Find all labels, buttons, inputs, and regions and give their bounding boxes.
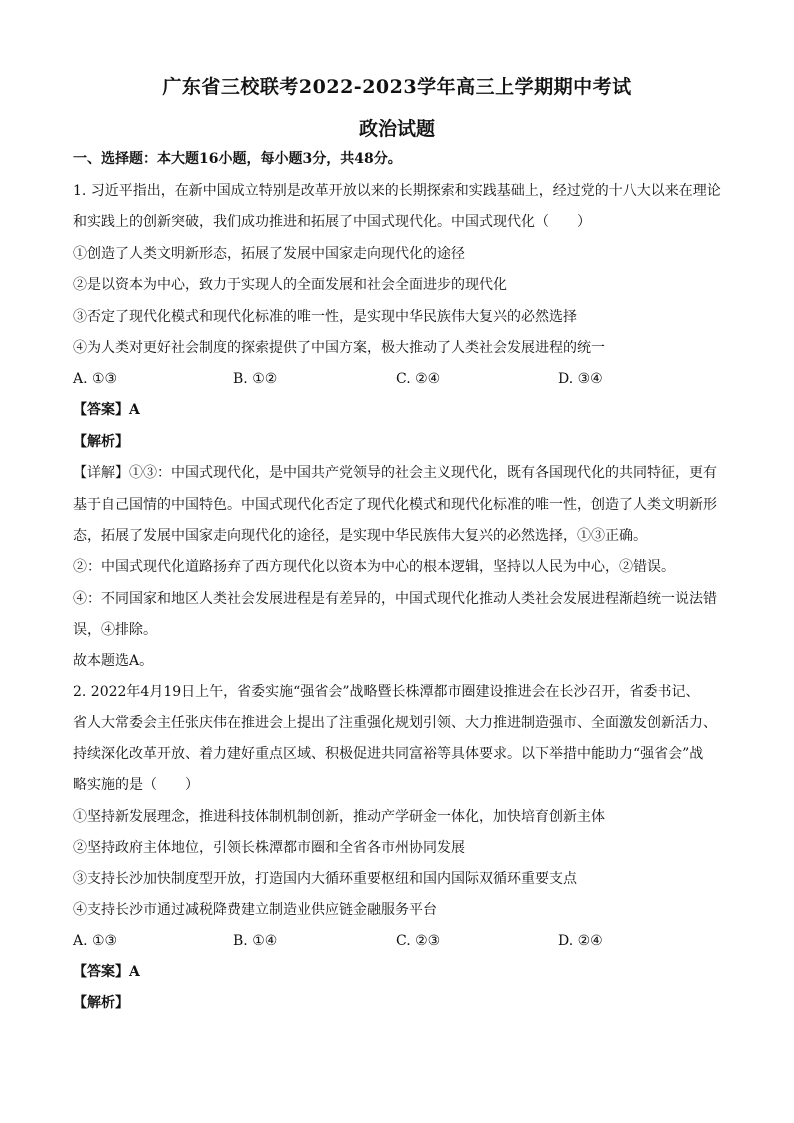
q1-answer: 【答案】A [73,402,140,418]
q1-analysis-label: 【解析】 [73,434,129,450]
q2-item-2: ②坚持政府主体地位，引领长株潭都市圈和全省各市州协同发展 [73,840,465,856]
q1-detail-line1: 【详解】①③：中国式现代化，是中国共产党领导的社会主义现代化，既有各国现代化的共同特征，更有 [73,465,717,481]
q1-option-b: B. ①② [233,371,278,387]
q1-option-c: C. ②④ [396,371,441,387]
page-title: 广东省三校联考2022-2023学年高三上学期期中考试 [162,76,632,98]
q2-option-a: A. ①③ [73,933,118,949]
q1-stem-line1: 1. 习近平指出，在新中国成立特别是改革开放以来的长期探索和实践基础上，经过党的十八大以来在理论 [73,183,721,199]
q2-item-4: ④支持长沙市通过减税降费建立制造业供应链金融服务平台 [73,902,437,918]
q2-analysis-label: 【解析】 [73,995,129,1011]
q1-item-2: ②是以资本为中心，致力于实现人的全面发展和社会全面进步的现代化 [73,277,507,293]
q1-detail-line4: ②：中国式现代化道路扬弃了西方现代化以资本为中心的根本逻辑，坚持以人民为中心，②错误。 [73,559,675,575]
q1-item-3: ③否定了现代化模式和现代化标准的唯一性，是实现中华民族伟大复兴的必然选择 [73,309,577,325]
q2-stem-line3: 持续深化改革开放、着力建好重点区域、积极促进共同富裕等具体要求。以下举措中能助力“强省会”战 [73,746,704,762]
q1-option-d: D. ③④ [558,371,603,387]
q1-item-4: ④为人类对更好社会制度的探索提供了中国方案，极大推动了人类社会发展进程的统一 [73,340,605,356]
q1-item-1: ①创造了人类文明新形态，拓展了发展中国家走向现代化的途径 [73,246,465,262]
q2-item-1: ①坚持新发展理念，推进科技体制机制创新，推动产学研金一体化，加快培育创新主体 [73,809,605,825]
q1-detail-line6: 误，④排除。 [73,622,157,638]
page-subtitle: 政治试题 [358,118,435,140]
q1-conclusion: 故本题选A。 [73,653,154,669]
q2-option-c: C. ②③ [396,933,441,949]
q1-detail-line2: 基于自己国情的中国特色。中国式现代化否定了现代化模式和现代化标准的唯一性，创造了人类文明新形 [73,497,717,513]
q1-detail-line3: 态，拓展了发展中国家走向现代化的途径，是实现中华民族伟大复兴的必然选择，①③正确。 [73,528,647,544]
q2-stem-line2: 省人大常委会主任张庆伟在推进会上提出了注重强化规划引领、大力推进制造强市、全面激发创新活力、 [73,715,717,731]
q2-answer: 【答案】A [73,964,140,980]
q2-stem-line1: 2. 2022年4月19日上午，省委实施“强省会”战略暨长株潭都市圈建设推进会在长沙召开，省委书记、 [73,684,700,700]
section-heading: 一、选择题：本大题16小题，每小题3分，共48分。 [73,151,402,167]
q2-option-d: D. ②④ [558,933,603,949]
q2-stem-line4: 略实施的是（ ） [73,777,199,793]
q1-stem-line2: 和实践上的创新突破，我们成功推进和拓展了中国式现代化。中国式现代化（ ） [73,214,591,230]
q1-detail-line5: ④：不同国家和地区人类社会发展进程是有差异的，中国式现代化推动人类社会发展进程渐趋统一说法错 [73,591,717,607]
q1-option-a: A. ①③ [73,371,118,387]
q2-option-b: B. ①④ [233,933,278,949]
q2-item-3: ③支持长沙加快制度型开放，打造国内大循环重要枢纽和国内国际双循环重要支点 [73,871,577,887]
